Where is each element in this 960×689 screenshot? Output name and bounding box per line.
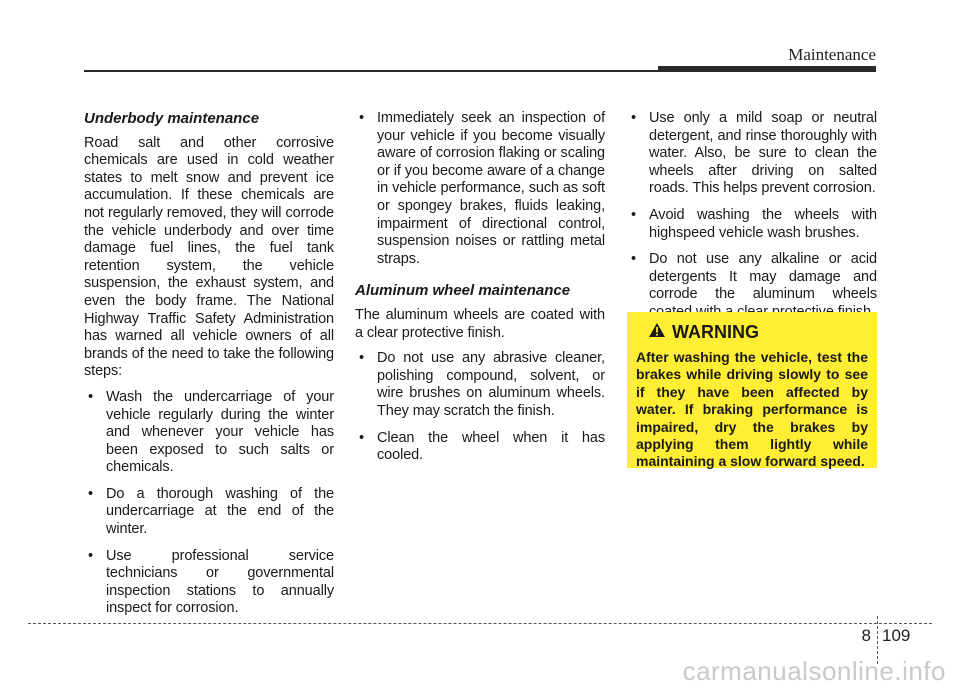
column-3: [627, 110, 877, 331]
warning-text: After washing the vehicle, test the brakes while driving slowly to see if they have been affected by water. If braking performance is impaired, dry the brakes by applying them lightly while maintaining a slow forward speed.: [636, 349, 868, 470]
chapter-number: 8: [861, 626, 871, 645]
page-header-title: Maintenance: [788, 45, 876, 64]
underbody-steps-list: [84, 389, 334, 618]
aluminum-wheel-list: [355, 350, 605, 465]
list-item: • Wash the undercarriage of your vehicle regularly during the winter and whenever your vehicle has been exposed to such salts or chemicals.: [88, 388, 334, 476]
list-item: • Use only a mild soap or neutral detergent, and rinse thoroughly with water. Also, be sure to clean the wheels after driving on salted roads. This helps prevent corrosion.: [631, 110, 877, 197]
section-heading-underbody: Underbody maintenance: [84, 110, 260, 127]
aluminum-wheel-list-continued: [627, 110, 877, 322]
list-item: • Do not use any abrasive cleaner, polishing compound, solvent, or wire brushes on aluminum wheels. They may scratch the finish.: [359, 350, 605, 419]
header-rule-accent: [658, 66, 876, 72]
aluminum-wheel-intro: The aluminum wheels are coated with a clear protective finish.: [355, 306, 605, 341]
column-2: [355, 110, 605, 474]
list-item: • Avoid washing the wheels with highspeed vehicle wash brushes.: [631, 206, 877, 241]
list-item: • Immediately seek an inspection of your vehicle if you become visually aware of corrosion flaking or scaling or if you become aware of a change in vehicle performance, such as soft or spongey brakes, fluids leaking, impairment of directional control, suspension noises or rattling metal straps.: [359, 110, 605, 267]
list-item: • Use professional service technicians or governmental inspection stations to annually inspect for corrosion.: [88, 547, 334, 617]
warning-header: [648, 322, 868, 343]
underbody-intro: Road salt and other corrosive chemicals are used in cold weather states to melt snow and prevent ice accumulation. If these chemicals are not regularly removed, they will corrode the vehicle underbody and over time damage fuel lines, the fuel tank retention system, the vehicle suspension, the exhaust system, and even the body frame. The National Highway Traffic Safety Administration has warned all vehicle owners of all brands of the need to take the following steps:: [84, 134, 334, 380]
underbody-steps-list-continued: [355, 110, 605, 268]
list-item: • Clean the wheel when it has cooled.: [359, 429, 605, 464]
section-heading-aluminum-wheel: Aluminum wheel maintenance: [355, 282, 571, 300]
header-rule: [84, 70, 684, 72]
warning-triangle-icon: [648, 322, 666, 343]
warning-box: [627, 312, 877, 468]
warning-title: WARNING: [672, 322, 759, 342]
page-number: 109: [882, 626, 911, 645]
list-item: • Do a thorough washing of the undercarriage at the end of the winter.: [88, 485, 334, 538]
footer-rule: [28, 623, 932, 624]
list-item: • Do not use any alkaline or acid detergents It may damage and corrode the aluminum wheels: [631, 251, 877, 303]
column-1: [84, 110, 334, 627]
watermark: carmanualsonline.info: [682, 656, 946, 686]
